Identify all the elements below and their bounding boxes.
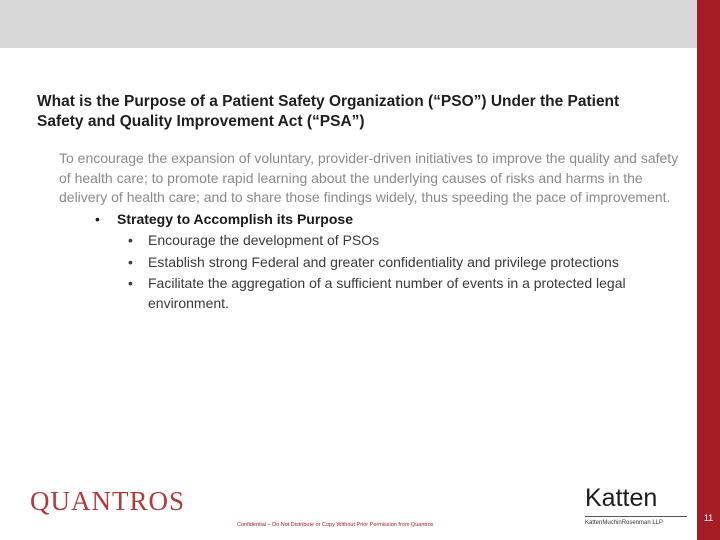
accent-bar xyxy=(697,0,720,540)
strategy-heading: Strategy to Accomplish its Purpose xyxy=(117,210,353,227)
strategy-bullet xyxy=(95,210,684,230)
katten-firm-name: KattenMuchinRosenman LLP xyxy=(585,520,664,526)
logo-divider xyxy=(585,516,687,517)
slide-title: What is the Purpose of a Patient Safety Organization (“PSO”) Under the Patient Safety and Quality Improvement Act (“PSA”) xyxy=(37,93,620,130)
quantros-logo: QUANTROS xyxy=(30,486,186,516)
katten-logo xyxy=(585,484,693,526)
list-item-text: Facilitate the aggregation of a sufficient number of events in a protected legal environment. xyxy=(148,275,626,311)
list-item xyxy=(128,274,684,313)
page-number: 11 xyxy=(703,513,714,523)
list-item-text: Establish strong Federal and greater confidentiality and privilege protections xyxy=(148,253,619,270)
katten-wordmark: Katten xyxy=(585,484,658,512)
list-item-text: Encourage the development of PSOs xyxy=(148,232,380,248)
list-item xyxy=(128,253,684,273)
intro-paragraph: To encourage the expansion of voluntary, provider-driven initiatives to improve the quality and safety of health care; to promote rapid learning about the underlying causes of risks and harms in the delivery of health care; and to share those findings widely, thus speeding the pace of improvement. xyxy=(59,150,679,205)
bullet-icon: • xyxy=(128,232,133,248)
header-band xyxy=(0,0,697,48)
list-item xyxy=(128,231,684,251)
bullet-icon: • xyxy=(95,210,100,227)
confidential-note: Confidential – Do Not Distribute or Copy Without Prior Permission from Quantros xyxy=(237,522,434,528)
slide-body xyxy=(59,149,684,315)
bullet-icon: • xyxy=(128,253,133,270)
bullet-icon: • xyxy=(128,275,133,291)
strategy-list xyxy=(59,231,684,313)
